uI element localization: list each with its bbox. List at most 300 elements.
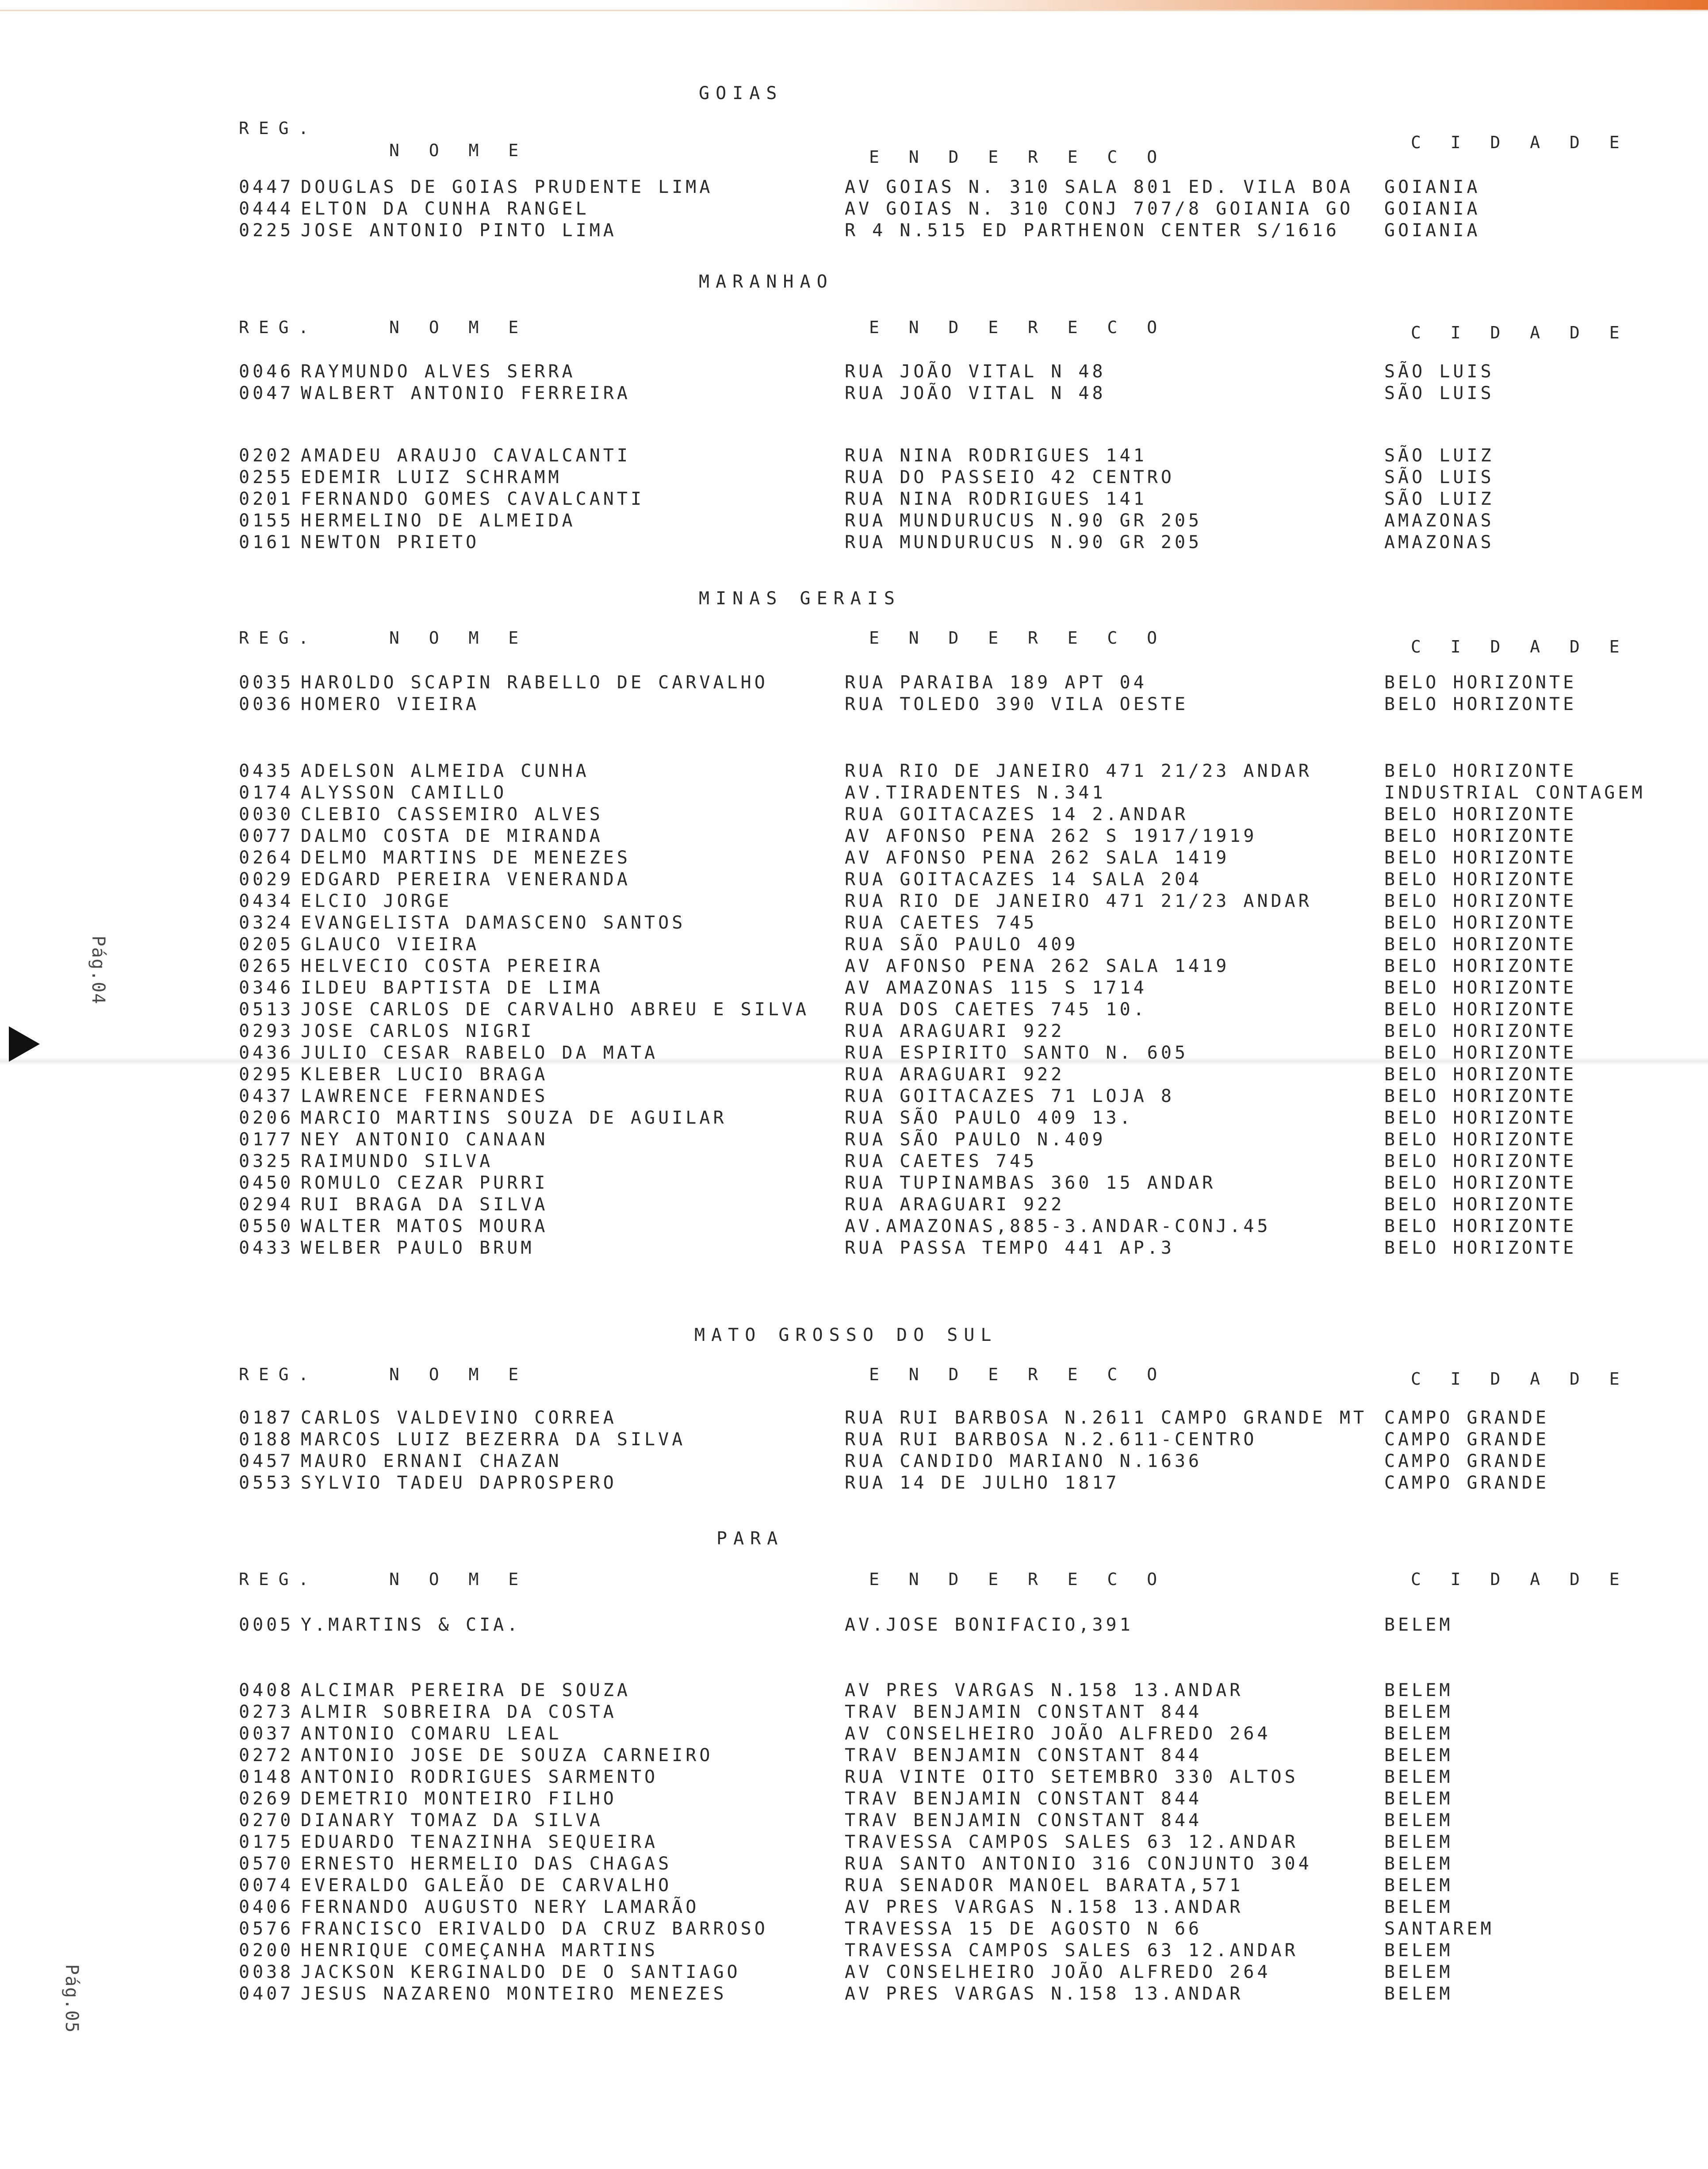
list-item bbox=[0, 1215, 1708, 1237]
list-item bbox=[0, 1788, 1708, 1810]
member-address: TRAVESSA CAMPOS SALES 63 12.ANDAR bbox=[845, 1832, 1298, 1852]
member-city: BELEM bbox=[1384, 1984, 1453, 2004]
member-address: RUA GOITACAZES 14 SALA 204 bbox=[845, 869, 1202, 890]
state-title: PARA bbox=[716, 1528, 784, 1549]
member-city: SÃO LUIS bbox=[1384, 383, 1494, 403]
member-address: RUA NINA RODRIGUES 141 bbox=[845, 445, 1147, 466]
member-city: BELO HORIZONTE bbox=[1384, 913, 1577, 933]
member-name: JACKSON KERGINALDO DE O SANTIAGO bbox=[301, 1962, 741, 1982]
list-item bbox=[0, 1107, 1708, 1129]
member-city: BELEM bbox=[1384, 1810, 1453, 1831]
member-address: RUA JOÃO VITAL N 48 bbox=[845, 361, 1106, 382]
member-address: RUA SENADOR MANOEL BARATA,571 bbox=[845, 1875, 1244, 1896]
member-name: ROMULO CEZAR PURRI bbox=[301, 1173, 548, 1193]
member-city: CAMPO GRANDE bbox=[1384, 1429, 1549, 1450]
list-item bbox=[0, 1194, 1708, 1216]
member-address: TRAV BENJAMIN CONSTANT 844 bbox=[845, 1702, 1202, 1722]
member-name: MARCOS LUIZ BEZERRA DA SILVA bbox=[301, 1429, 686, 1450]
reg-number: 0206 bbox=[239, 1108, 294, 1128]
member-city: BELO HORIZONTE bbox=[1384, 1194, 1577, 1215]
list-item bbox=[0, 912, 1708, 934]
member-city: BELEM bbox=[1384, 1615, 1453, 1635]
member-name: ADELSON ALMEIDA CUNHA bbox=[301, 761, 590, 781]
member-city: BELEM bbox=[1384, 1767, 1453, 1787]
list-item bbox=[0, 782, 1708, 804]
member-address: TRAVESSA CAMPOS SALES 63 12.ANDAR bbox=[845, 1940, 1298, 1961]
reg-number: 0265 bbox=[239, 956, 294, 976]
list-item bbox=[0, 672, 1708, 694]
member-address: RUA GOITACAZES 14 2.ANDAR bbox=[845, 804, 1189, 825]
member-name: DIANARY TOMAZ DA SILVA bbox=[301, 1810, 603, 1831]
reg-number: 0435 bbox=[239, 761, 294, 781]
member-city: SÃO LUIS bbox=[1384, 467, 1494, 488]
member-name: HAROLDO SCAPIN RABELLO DE CARVALHO bbox=[301, 672, 768, 693]
member-address: RUA SANTO ANTONIO 316 CONJUNTO 304 bbox=[845, 1854, 1312, 1874]
reg-number: 0576 bbox=[239, 1919, 294, 1939]
list-item bbox=[0, 1129, 1708, 1151]
member-name: Y.MARTINS & CIA. bbox=[301, 1615, 521, 1635]
state-title: MATO GROSSO DO SUL bbox=[694, 1325, 998, 1345]
list-item bbox=[0, 1063, 1708, 1086]
list-item bbox=[0, 693, 1708, 715]
member-name: DEMETRIO MONTEIRO FILHO bbox=[301, 1789, 617, 1809]
list-item bbox=[0, 1939, 1708, 1962]
reg-number: 0177 bbox=[239, 1129, 294, 1150]
reg-number: 0272 bbox=[239, 1745, 294, 1766]
member-name: HENRIQUE COMEÇANHA MARTINS bbox=[301, 1940, 659, 1961]
column-header-nome: N O M E bbox=[389, 141, 528, 160]
column-header-cidade: C I D A D E bbox=[1411, 1570, 1629, 1589]
reg-number: 0346 bbox=[239, 978, 294, 998]
member-city: BELO HORIZONTE bbox=[1384, 869, 1577, 890]
reg-number: 0550 bbox=[239, 1216, 294, 1236]
member-address: RUA DO PASSEIO 42 CENTRO bbox=[845, 467, 1175, 488]
list-item bbox=[0, 868, 1708, 891]
column-header-cidade: C I D A D E bbox=[1411, 323, 1629, 342]
reg-number: 0293 bbox=[239, 1021, 294, 1041]
reg-number: 0270 bbox=[239, 1810, 294, 1831]
member-city: BELEM bbox=[1384, 1702, 1453, 1722]
member-city: SÃO LUIZ bbox=[1384, 489, 1494, 509]
member-name: DOUGLAS DE GOIAS PRUDENTE LIMA bbox=[301, 177, 713, 197]
list-item bbox=[0, 1918, 1708, 1940]
member-address: RUA GOITACAZES 71 LOJA 8 bbox=[845, 1086, 1175, 1106]
reg-number: 0295 bbox=[239, 1064, 294, 1085]
member-address: RUA CAETES 745 bbox=[845, 913, 1038, 933]
member-name: HOMERO VIEIRA bbox=[301, 694, 480, 714]
member-address: RUA VINTE OITO SETEMBRO 330 ALTOS bbox=[845, 1767, 1298, 1787]
reg-number: 0264 bbox=[239, 848, 294, 868]
member-name: FRANCISCO ERIVALDO DA CRUZ BARROSO bbox=[301, 1919, 768, 1939]
member-name: EVANGELISTA DAMASCENO SANTOS bbox=[301, 913, 686, 933]
reg-number: 0029 bbox=[239, 869, 294, 890]
member-address: AV CONSELHEIRO JOÃO ALFREDO 264 bbox=[845, 1724, 1271, 1744]
column-header-endereco: E N D E R E C O bbox=[869, 1365, 1167, 1384]
column-header-nome: N O M E bbox=[389, 1570, 528, 1589]
list-item bbox=[0, 847, 1708, 869]
member-city: BELO HORIZONTE bbox=[1384, 804, 1577, 825]
reg-number: 0187 bbox=[239, 1408, 294, 1428]
list-item bbox=[0, 1831, 1708, 1853]
column-header-nome: N O M E bbox=[389, 628, 528, 648]
member-address: RUA SÃO PAULO 409 bbox=[845, 934, 1079, 955]
list-item bbox=[0, 445, 1708, 467]
member-name: EDEMIR LUIZ SCHRAMM bbox=[301, 467, 562, 488]
member-city: BELEM bbox=[1384, 1832, 1453, 1852]
member-address: RUA TOLEDO 390 VILA OESTE bbox=[845, 694, 1189, 714]
list-item bbox=[0, 955, 1708, 977]
column-header-endereco: E N D E R E C O bbox=[869, 318, 1167, 337]
member-address: RUA RUI BARBOSA N.2.611-CENTRO bbox=[845, 1429, 1257, 1450]
list-item bbox=[0, 531, 1708, 553]
column-header-reg: REG. bbox=[239, 1570, 318, 1589]
member-city: GOIANIA bbox=[1384, 220, 1481, 241]
member-name: HELVECIO COSTA PEREIRA bbox=[301, 956, 603, 976]
member-address: AV PRES VARGAS N.158 13.ANDAR bbox=[845, 1984, 1244, 2004]
reg-number: 0444 bbox=[239, 199, 294, 219]
list-item bbox=[0, 382, 1708, 404]
list-item bbox=[0, 510, 1708, 532]
reg-number: 0325 bbox=[239, 1151, 294, 1171]
column-header-endereco: E N D E R E C O bbox=[869, 147, 1167, 167]
member-city: CAMPO GRANDE bbox=[1384, 1451, 1549, 1471]
reg-number: 0202 bbox=[239, 445, 294, 466]
member-city: BELO HORIZONTE bbox=[1384, 1238, 1577, 1258]
member-city: BELEM bbox=[1384, 1680, 1453, 1701]
reg-number: 0200 bbox=[239, 1940, 294, 1961]
column-header-endereco: E N D E R E C O bbox=[869, 1570, 1167, 1589]
member-name: JESUS NAZARENO MONTEIRO MENEZES bbox=[301, 1984, 727, 2004]
list-item bbox=[0, 1874, 1708, 1896]
member-name: HERMELINO DE ALMEIDA bbox=[301, 511, 576, 531]
member-city: BELO HORIZONTE bbox=[1384, 1216, 1577, 1236]
member-city: BELO HORIZONTE bbox=[1384, 1086, 1577, 1106]
list-item bbox=[0, 1472, 1708, 1494]
member-name: KLEBER LUCIO BRAGA bbox=[301, 1064, 548, 1085]
member-address: AV AFONSO PENA 262 S 1917/1919 bbox=[845, 826, 1257, 846]
list-item bbox=[0, 1961, 1708, 1983]
member-address: RUA ARAGUARI 922 bbox=[845, 1194, 1065, 1215]
list-item bbox=[0, 1150, 1708, 1172]
list-item bbox=[0, 933, 1708, 956]
member-address: AV CONSELHEIRO JOÃO ALFREDO 264 bbox=[845, 1962, 1271, 1982]
member-city: BELO HORIZONTE bbox=[1384, 1129, 1577, 1150]
member-city: BELO HORIZONTE bbox=[1384, 848, 1577, 868]
member-address: AV GOIAS N. 310 SALA 801 ED. VILA BOA bbox=[845, 177, 1354, 197]
list-item bbox=[0, 1679, 1708, 1701]
member-address: RUA SÃO PAULO N.409 bbox=[845, 1129, 1106, 1150]
reg-number: 0030 bbox=[239, 804, 294, 825]
member-city: BELO HORIZONTE bbox=[1384, 1173, 1577, 1193]
reg-number: 0408 bbox=[239, 1680, 294, 1701]
member-address: AV GOIAS N. 310 CONJ 707/8 GOIANIA GO bbox=[845, 199, 1354, 219]
member-city: BELO HORIZONTE bbox=[1384, 761, 1577, 781]
reg-number: 0005 bbox=[239, 1615, 294, 1635]
member-name: ALYSSON CAMILLO bbox=[301, 783, 507, 803]
member-city: BELO HORIZONTE bbox=[1384, 826, 1577, 846]
member-city: BELEM bbox=[1384, 1789, 1453, 1809]
member-name: ANTONIO COMARU LEAL bbox=[301, 1724, 562, 1744]
list-item bbox=[0, 198, 1708, 220]
list-item bbox=[0, 1853, 1708, 1875]
list-item bbox=[0, 890, 1708, 912]
member-name: JULIO CESAR RABELO DA MATA bbox=[301, 1043, 659, 1063]
list-item bbox=[0, 1172, 1708, 1194]
member-city: SÃO LUIZ bbox=[1384, 445, 1494, 466]
reg-number: 0148 bbox=[239, 1767, 294, 1787]
column-header-endereco: E N D E R E C O bbox=[869, 628, 1167, 648]
reg-number: 0447 bbox=[239, 177, 294, 197]
member-address: AV PRES VARGAS N.158 13.ANDAR bbox=[845, 1897, 1244, 1917]
member-name: AMADEU ARAUJO CAVALCANTI bbox=[301, 445, 631, 466]
column-header-reg: REG. bbox=[239, 1365, 318, 1384]
member-name: JOSE CARLOS NIGRI bbox=[301, 1021, 535, 1041]
member-name: WELBER PAULO BRUM bbox=[301, 1238, 535, 1258]
member-address: TRAV BENJAMIN CONSTANT 844 bbox=[845, 1789, 1202, 1809]
reg-number: 0436 bbox=[239, 1043, 294, 1063]
member-address: R 4 N.515 ED PARTHENON CENTER S/1616 bbox=[845, 220, 1340, 241]
member-address: RUA ARAGUARI 922 bbox=[845, 1064, 1065, 1085]
column-header-reg: REG. bbox=[239, 628, 318, 648]
reg-number: 0201 bbox=[239, 489, 294, 509]
member-name: RAYMUNDO ALVES SERRA bbox=[301, 361, 576, 382]
member-name: ALMIR SOBREIRA DA COSTA bbox=[301, 1702, 617, 1722]
member-address: RUA CANDIDO MARIANO N.1636 bbox=[845, 1451, 1202, 1471]
member-address: AV AFONSO PENA 262 SALA 1419 bbox=[845, 956, 1230, 976]
member-city: BELEM bbox=[1384, 1897, 1453, 1917]
column-header-reg: REG. bbox=[239, 318, 318, 337]
list-item bbox=[0, 1896, 1708, 1918]
reg-number: 0406 bbox=[239, 1897, 294, 1917]
member-address: RUA RIO DE JANEIRO 471 21/23 ANDAR bbox=[845, 891, 1312, 911]
member-city: BELO HORIZONTE bbox=[1384, 1043, 1577, 1063]
reg-number: 0433 bbox=[239, 1238, 294, 1258]
member-city: BELO HORIZONTE bbox=[1384, 694, 1577, 714]
list-item bbox=[0, 488, 1708, 510]
member-address: RUA JOÃO VITAL N 48 bbox=[845, 383, 1106, 403]
member-name: EVERALDO GALEÃO DE CARVALHO bbox=[301, 1875, 672, 1896]
member-address: AV AMAZONAS 115 S 1714 bbox=[845, 978, 1147, 998]
list-item bbox=[0, 361, 1708, 383]
list-item bbox=[0, 1085, 1708, 1107]
list-item bbox=[0, 1766, 1708, 1788]
reg-number: 0437 bbox=[239, 1086, 294, 1106]
column-header-cidade: C I D A D E bbox=[1411, 1369, 1629, 1389]
reg-number: 0188 bbox=[239, 1429, 294, 1450]
member-name: ERNESTO HERMELIO DAS CHAGAS bbox=[301, 1854, 672, 1874]
reg-number: 0205 bbox=[239, 934, 294, 955]
member-name: RUI BRAGA DA SILVA bbox=[301, 1194, 548, 1215]
member-address: RUA MUNDURUCUS N.90 GR 205 bbox=[845, 532, 1202, 553]
state-title: GOIAS bbox=[699, 83, 783, 104]
member-city: BELO HORIZONTE bbox=[1384, 999, 1577, 1020]
reg-number: 0434 bbox=[239, 891, 294, 911]
reg-number: 0155 bbox=[239, 511, 294, 531]
member-name: ANTONIO JOSE DE SOUZA CARNEIRO bbox=[301, 1745, 713, 1766]
member-city: BELEM bbox=[1384, 1875, 1453, 1896]
reg-number: 0294 bbox=[239, 1194, 294, 1215]
reg-number: 0570 bbox=[239, 1854, 294, 1874]
state-title: MINAS GERAIS bbox=[699, 588, 901, 609]
member-city: BELO HORIZONTE bbox=[1384, 1108, 1577, 1128]
list-item bbox=[0, 1020, 1708, 1042]
member-city: SANTAREM bbox=[1384, 1919, 1494, 1939]
reg-number: 0255 bbox=[239, 467, 294, 488]
member-address: RUA SÃO PAULO 409 13. bbox=[845, 1108, 1134, 1128]
member-city: AMAZONAS bbox=[1384, 532, 1494, 553]
member-address: AV.AMAZONAS,885-3.ANDAR-CONJ.45 bbox=[845, 1216, 1271, 1236]
member-name: FERNANDO AUGUSTO NERY LAMARÃO bbox=[301, 1897, 700, 1917]
member-address: RUA RIO DE JANEIRO 471 21/23 ANDAR bbox=[845, 761, 1312, 781]
reg-number: 0077 bbox=[239, 826, 294, 846]
member-name: MARCIO MARTINS SOUZA DE AGUILAR bbox=[301, 1108, 727, 1128]
reg-number: 0037 bbox=[239, 1724, 294, 1744]
list-item bbox=[0, 1744, 1708, 1766]
member-city: BELEM bbox=[1384, 1854, 1453, 1874]
reg-number: 0553 bbox=[239, 1473, 294, 1493]
list-item bbox=[0, 466, 1708, 488]
member-city: BELEM bbox=[1384, 1962, 1453, 1982]
list-item bbox=[0, 977, 1708, 999]
member-address: RUA DOS CAETES 745 10. bbox=[845, 999, 1147, 1020]
list-item bbox=[0, 1723, 1708, 1745]
list-item bbox=[0, 803, 1708, 825]
member-name: ALCIMAR PEREIRA DE SOUZA bbox=[301, 1680, 631, 1701]
member-city: BELO HORIZONTE bbox=[1384, 672, 1577, 693]
member-name: WALBERT ANTONIO FERREIRA bbox=[301, 383, 631, 403]
top-accent-bar bbox=[840, 0, 1708, 10]
list-item bbox=[0, 1450, 1708, 1472]
reg-number: 0225 bbox=[239, 220, 294, 241]
list-item bbox=[0, 1237, 1708, 1259]
member-address: RUA RUI BARBOSA N.2611 CAMPO GRANDE MT bbox=[845, 1408, 1367, 1428]
reg-number: 0161 bbox=[239, 532, 294, 553]
member-address: AV PRES VARGAS N.158 13.ANDAR bbox=[845, 1680, 1244, 1701]
reg-number: 0035 bbox=[239, 672, 294, 693]
page-number-05: Pág.05 bbox=[61, 1964, 82, 2034]
member-name: NEWTON PRIETO bbox=[301, 532, 480, 553]
list-item bbox=[0, 825, 1708, 847]
member-address: RUA CAETES 745 bbox=[845, 1151, 1038, 1171]
column-header-nome: N O M E bbox=[389, 318, 528, 337]
member-city: GOIANIA bbox=[1384, 199, 1481, 219]
member-name: ILDEU BAPTISTA DE LIMA bbox=[301, 978, 603, 998]
reg-number: 0047 bbox=[239, 383, 294, 403]
member-address: RUA PASSA TEMPO 441 AP.3 bbox=[845, 1238, 1175, 1258]
page-number-04: Pág.04 bbox=[88, 936, 108, 1005]
member-address: RUA NINA RODRIGUES 141 bbox=[845, 489, 1147, 509]
reg-number: 0174 bbox=[239, 783, 294, 803]
member-address: RUA ARAGUARI 922 bbox=[845, 1021, 1065, 1041]
member-city: CAMPO GRANDE bbox=[1384, 1473, 1549, 1493]
member-name: CARLOS VALDEVINO CORREA bbox=[301, 1408, 617, 1428]
member-city: BELEM bbox=[1384, 1745, 1453, 1766]
member-name: CLEBIO CASSEMIRO ALVES bbox=[301, 804, 603, 825]
member-name: NEY ANTONIO CANAAN bbox=[301, 1129, 548, 1150]
member-name: LAWRENCE FERNANDES bbox=[301, 1086, 548, 1106]
reg-number: 0036 bbox=[239, 694, 294, 714]
member-name: ELTON DA CUNHA RANGEL bbox=[301, 199, 590, 219]
list-item bbox=[0, 1428, 1708, 1451]
member-city: BELO HORIZONTE bbox=[1384, 1151, 1577, 1171]
member-city: AMAZONAS bbox=[1384, 511, 1494, 531]
member-address: RUA PARAIBA 189 APT 04 bbox=[845, 672, 1147, 693]
member-address: RUA MUNDURUCUS N.90 GR 205 bbox=[845, 511, 1202, 531]
member-address: AV AFONSO PENA 262 SALA 1419 bbox=[845, 848, 1230, 868]
member-name: GLAUCO VIEIRA bbox=[301, 934, 480, 955]
member-address: TRAVESSA 15 DE AGOSTO N 66 bbox=[845, 1919, 1202, 1939]
top-border-line bbox=[0, 10, 1708, 11]
reg-number: 0175 bbox=[239, 1832, 294, 1852]
list-item bbox=[0, 760, 1708, 782]
member-name: JOSE ANTONIO PINTO LIMA bbox=[301, 220, 617, 241]
member-city: BELEM bbox=[1384, 1724, 1453, 1744]
member-name: FERNANDO GOMES CAVALCANTI bbox=[301, 489, 645, 509]
member-city: GOIANIA bbox=[1384, 177, 1481, 197]
member-name: DELMO MARTINS DE MENEZES bbox=[301, 848, 631, 868]
reg-number: 0450 bbox=[239, 1173, 294, 1193]
member-name: ANTONIO RODRIGUES SARMENTO bbox=[301, 1767, 659, 1787]
member-city: BELO HORIZONTE bbox=[1384, 978, 1577, 998]
member-city: BELO HORIZONTE bbox=[1384, 956, 1577, 976]
member-city: CAMPO GRANDE bbox=[1384, 1408, 1549, 1428]
member-address: AV.JOSE BONIFACIO,391 bbox=[845, 1615, 1134, 1635]
member-city: INDUSTRIAL CONTAGEM bbox=[1384, 783, 1646, 803]
member-name: JOSE CARLOS DE CARVALHO ABREU E SILVA bbox=[301, 999, 810, 1020]
member-address: TRAV BENJAMIN CONSTANT 844 bbox=[845, 1810, 1202, 1831]
member-city: BELO HORIZONTE bbox=[1384, 1064, 1577, 1085]
list-item bbox=[0, 1042, 1708, 1064]
member-name: WALTER MATOS MOURA bbox=[301, 1216, 548, 1236]
reg-number: 0074 bbox=[239, 1875, 294, 1896]
column-header-reg: REG. bbox=[239, 119, 318, 138]
list-item bbox=[0, 1983, 1708, 2005]
member-name: EDUARDO TENAZINHA SEQUEIRA bbox=[301, 1832, 659, 1852]
reg-number: 0269 bbox=[239, 1789, 294, 1809]
member-address: RUA ESPIRITO SANTO N. 605 bbox=[845, 1043, 1189, 1063]
reg-number: 0324 bbox=[239, 913, 294, 933]
reg-number: 0513 bbox=[239, 999, 294, 1020]
list-item bbox=[0, 1701, 1708, 1723]
member-address: TRAV BENJAMIN CONSTANT 844 bbox=[845, 1745, 1202, 1766]
list-item bbox=[0, 1809, 1708, 1831]
member-city: BELO HORIZONTE bbox=[1384, 891, 1577, 911]
column-header-cidade: C I D A D E bbox=[1411, 637, 1629, 656]
member-city: BELO HORIZONTE bbox=[1384, 934, 1577, 955]
list-item bbox=[0, 176, 1708, 198]
reg-number: 0273 bbox=[239, 1702, 294, 1722]
member-city: SÃO LUIS bbox=[1384, 361, 1494, 382]
reg-number: 0457 bbox=[239, 1451, 294, 1471]
member-name: ELCIO JORGE bbox=[301, 891, 452, 911]
list-item bbox=[0, 1407, 1708, 1429]
list-item bbox=[0, 1614, 1708, 1636]
column-header-nome: N O M E bbox=[389, 1365, 528, 1384]
member-city: BELEM bbox=[1384, 1940, 1453, 1961]
reg-number: 0038 bbox=[239, 1962, 294, 1982]
member-name: RAIMUNDO SILVA bbox=[301, 1151, 494, 1171]
member-address: AV.TIRADENTES N.341 bbox=[845, 783, 1106, 803]
column-header-cidade: C I D A D E bbox=[1411, 133, 1629, 152]
state-title: MARANHAO bbox=[699, 272, 834, 292]
member-name: MAURO ERNANI CHAZAN bbox=[301, 1451, 562, 1471]
list-item bbox=[0, 219, 1708, 242]
member-name: SYLVIO TADEU DAPROSPERO bbox=[301, 1473, 617, 1493]
list-item bbox=[0, 998, 1708, 1021]
member-name: DALMO COSTA DE MIRANDA bbox=[301, 826, 603, 846]
reg-number: 0407 bbox=[239, 1984, 294, 2004]
reg-number: 0046 bbox=[239, 361, 294, 382]
